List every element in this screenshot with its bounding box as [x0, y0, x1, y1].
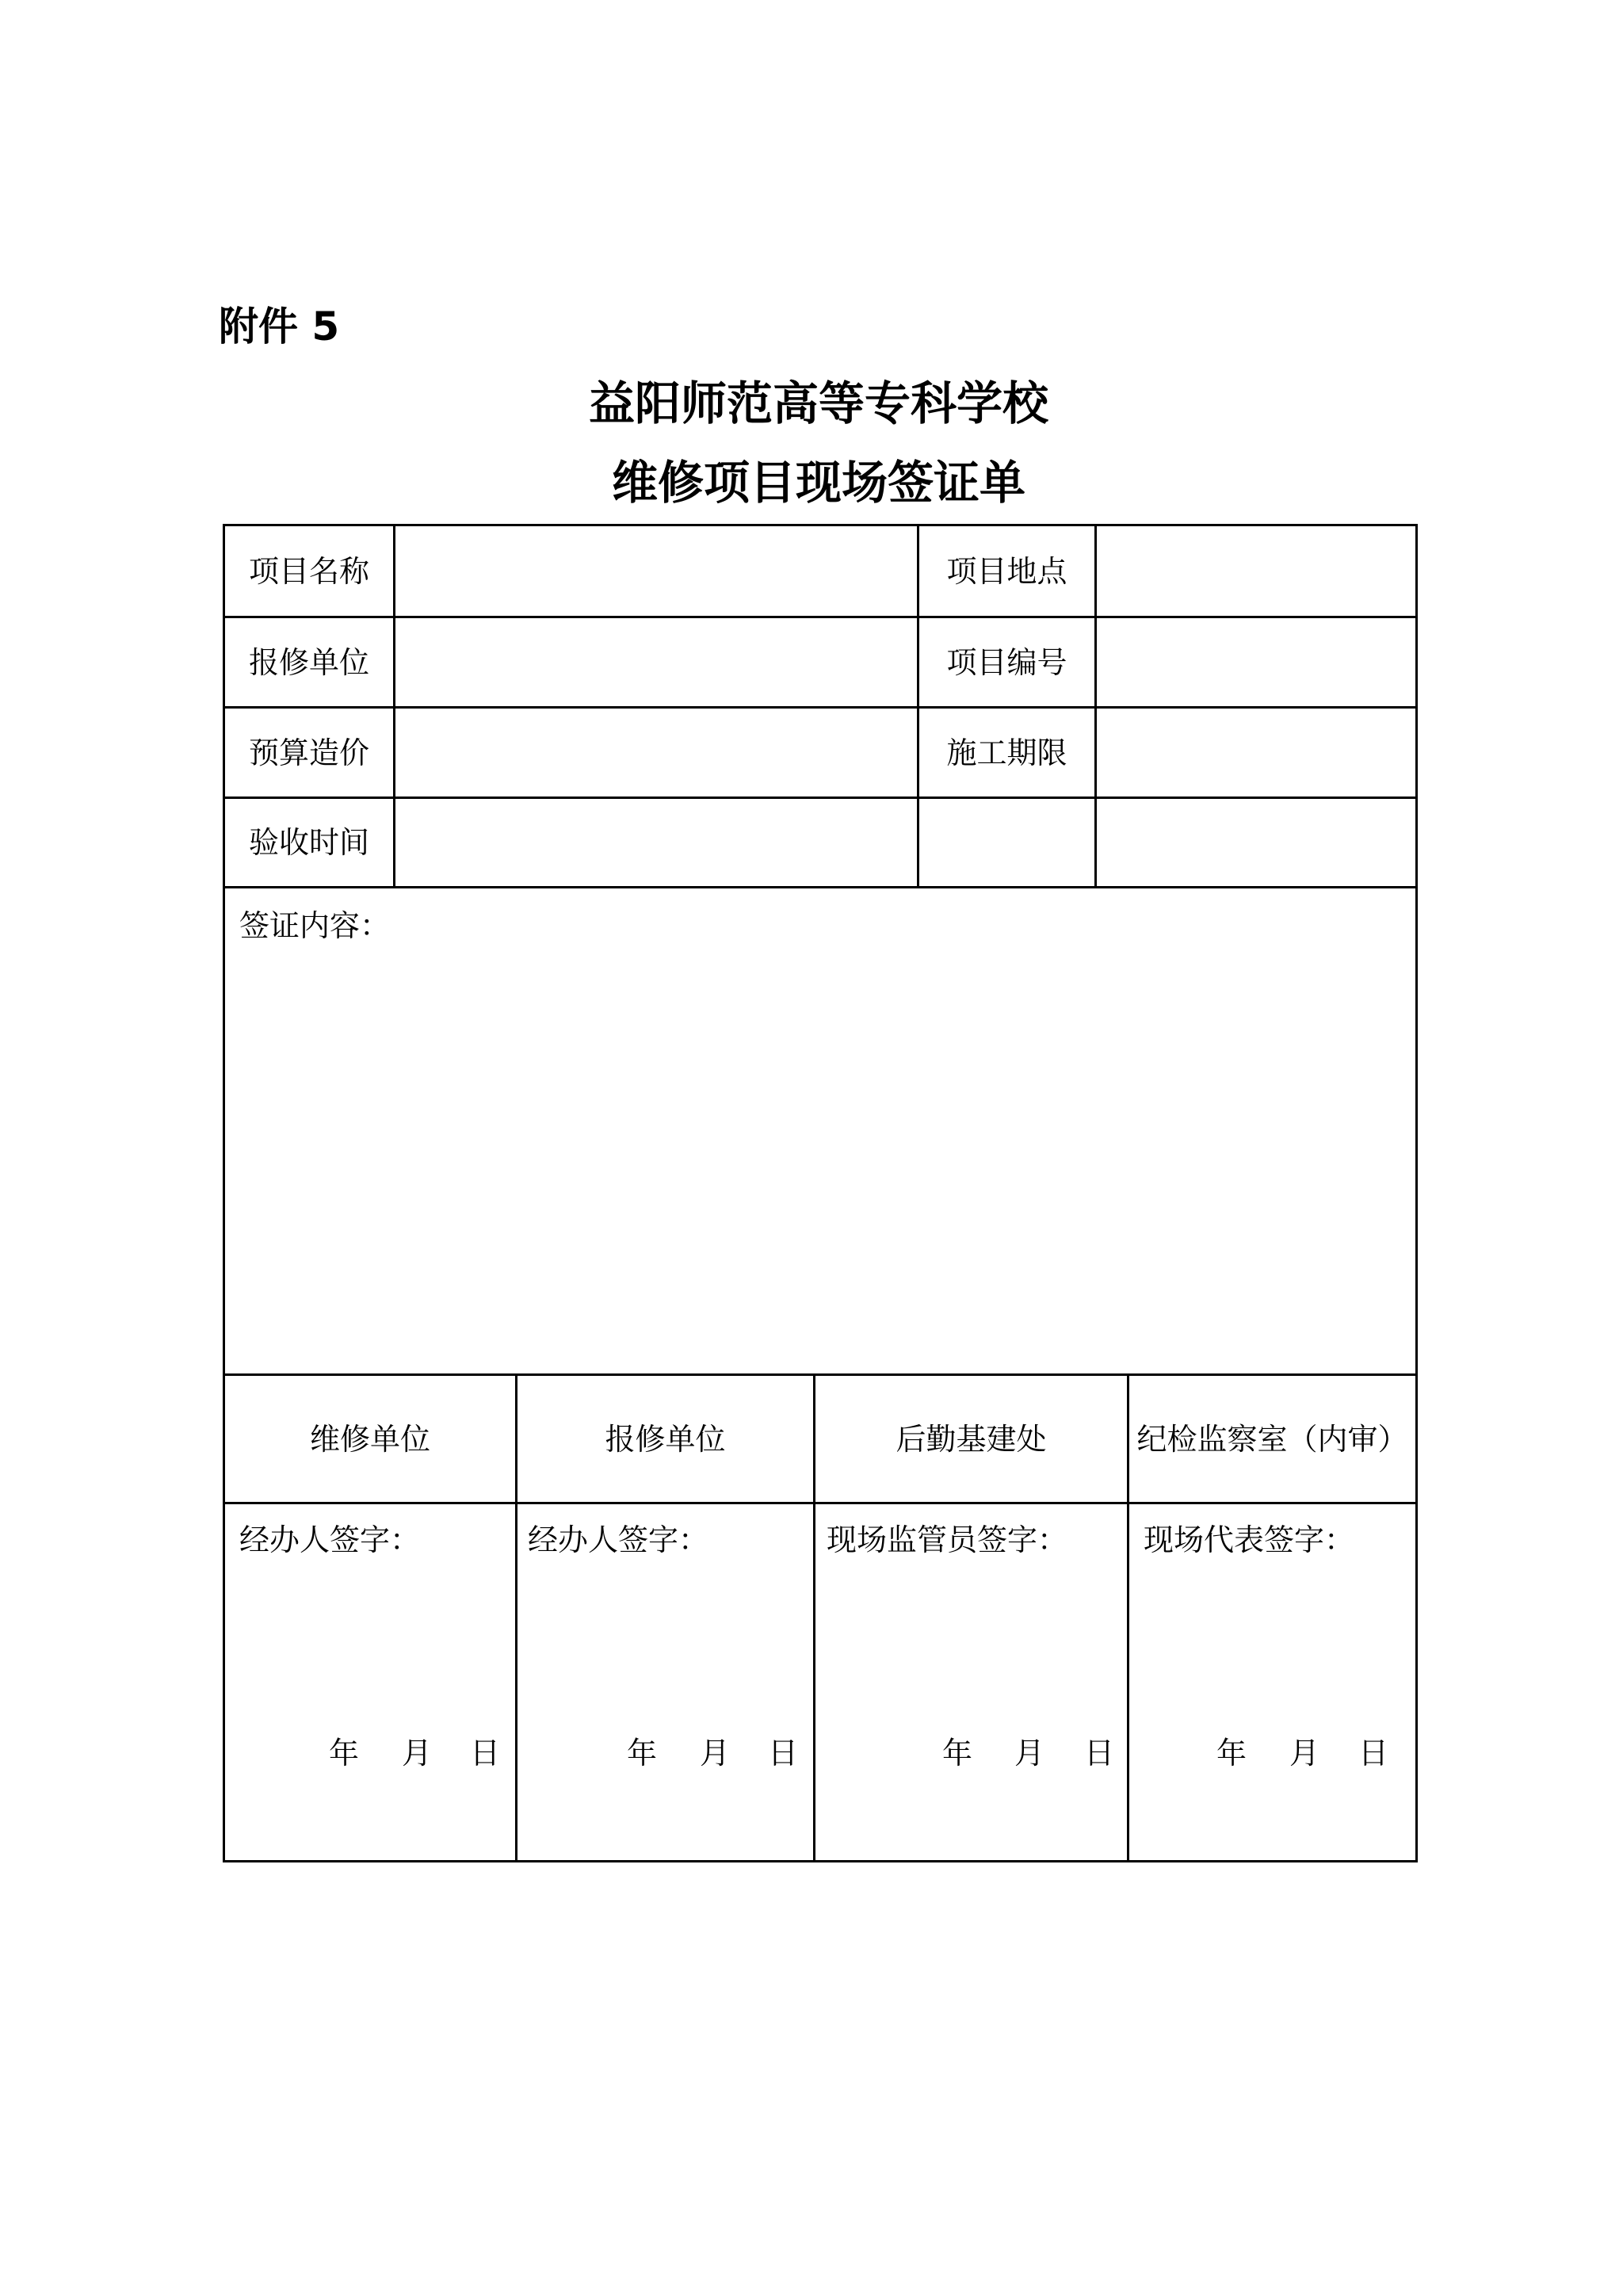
date-year: 年	[329, 1736, 360, 1771]
blank-value-cell[interactable]	[1097, 799, 1415, 886]
signature-area-discipline[interactable]	[1129, 1576, 1415, 1718]
signature-area-logistics[interactable]	[815, 1576, 1127, 1718]
label-reporting-unit: 报修单位	[248, 644, 369, 680]
sig-header-discipline: 纪检监察室（内审）	[1136, 1421, 1408, 1457]
date-day: 日	[470, 1736, 501, 1771]
sig-label-discipline: 现场代表签字：	[1144, 1522, 1355, 1557]
date-month: 月	[700, 1736, 731, 1771]
form-title: 维修项目现场签证单	[611, 456, 1025, 510]
acceptance-time-field[interactable]	[395, 799, 917, 886]
date-year: 年	[1216, 1736, 1247, 1771]
date-day: 日	[1084, 1736, 1115, 1771]
date-year: 年	[942, 1736, 973, 1771]
project-name-field[interactable]	[395, 526, 917, 616]
label-project-location: 项目地点	[946, 553, 1067, 589]
sig-header-reporting-unit: 报修单位	[605, 1421, 726, 1457]
sig-label-repair-unit: 经办人签字：	[239, 1522, 421, 1557]
label-project-name: 项目名称	[248, 553, 369, 589]
date-year: 年	[627, 1736, 658, 1771]
school-name: 益阳师范高等专科学校	[588, 376, 1048, 430]
construction-period-field[interactable]	[1097, 709, 1415, 797]
attachment-label: 附件 5	[219, 304, 340, 350]
label-budget-cost: 预算造价	[248, 735, 369, 770]
project-location-field[interactable]	[1097, 526, 1415, 616]
visa-content-area[interactable]	[225, 970, 1415, 1373]
sig-header-repair-unit: 维修单位	[309, 1421, 430, 1457]
visa-content-label: 签证内容：	[239, 908, 391, 943]
signature-area-reporting-unit[interactable]	[517, 1576, 813, 1718]
blank-label-cell	[919, 799, 1094, 886]
date-month: 月	[1289, 1736, 1320, 1771]
label-acceptance-time: 验收时间	[248, 825, 369, 860]
date-day: 日	[768, 1736, 799, 1771]
date-day: 日	[1358, 1736, 1389, 1771]
label-project-number: 项目编号	[946, 644, 1067, 680]
sig-label-reporting-unit: 经办人签字：	[528, 1522, 709, 1557]
sig-label-logistics: 现场监管员签字：	[827, 1522, 1068, 1557]
reporting-unit-field[interactable]	[395, 618, 917, 706]
site-visa-form	[223, 524, 1418, 1862]
signature-area-repair-unit[interactable]	[225, 1576, 515, 1718]
sig-header-logistics: 后勤基建处	[896, 1421, 1047, 1457]
label-construction-period: 施工期限	[946, 735, 1067, 770]
project-number-field[interactable]	[1097, 618, 1415, 706]
date-month: 月	[402, 1736, 433, 1771]
date-month: 月	[1014, 1736, 1045, 1771]
budget-cost-field[interactable]	[395, 709, 917, 797]
